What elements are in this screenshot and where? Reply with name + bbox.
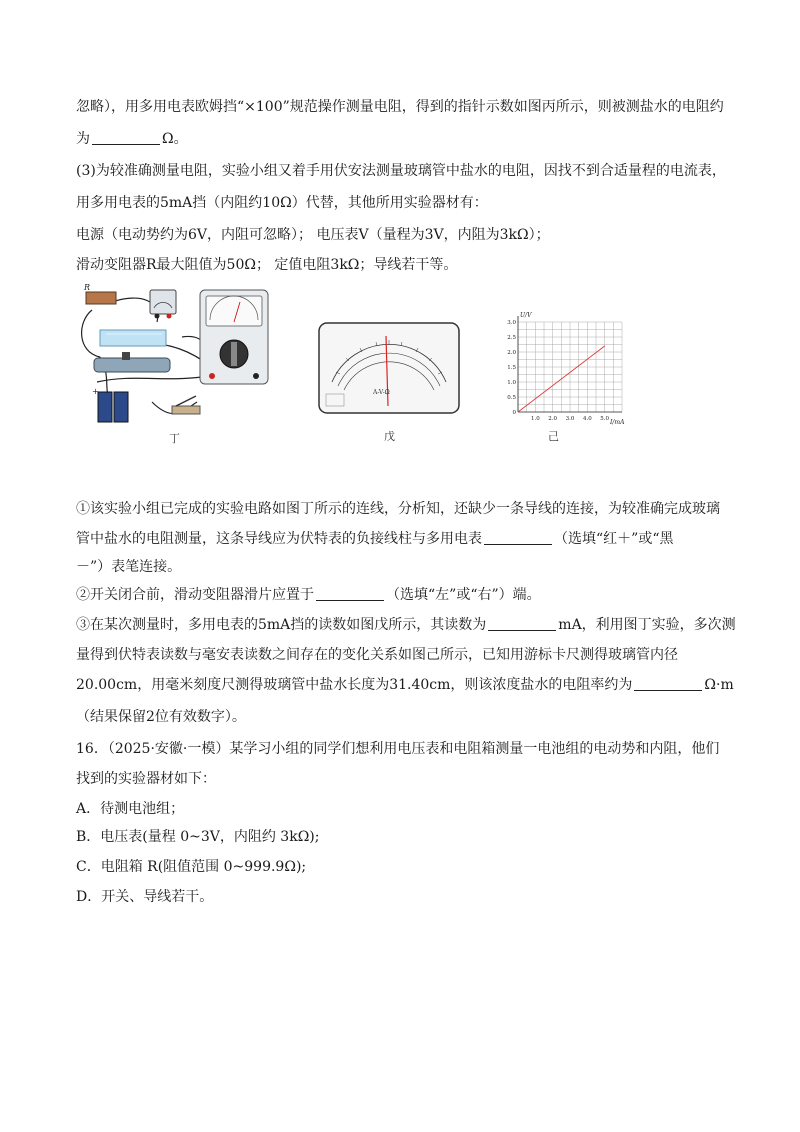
answer-blank-resistance[interactable] (92, 130, 160, 145)
text-line-2-a: 为 (76, 131, 90, 147)
caption-wu: 戊 (384, 430, 395, 443)
text-line-8-b: （选填“红＋”或“黑 (554, 531, 674, 547)
text-line-3: (3)为较准确测量电阻，实验小组又着手用伏安法测量玻璃管中盐水的电阻，因找不到合适量程的电流表， (76, 163, 726, 179)
y-tick-label: 3.0 (507, 320, 516, 326)
text-line-13-a: 20.00cm，用毫米刻度尺测得玻璃管中盐水长度为31.40cm，则该浓度盐水的电阻率约为 (76, 677, 633, 693)
answer-blank-slider[interactable] (316, 586, 384, 601)
text-line-13 (76, 674, 734, 696)
question-16-heading: 16．（2025·安徽·一模）某学习小组的同学们想利用电压表和电阻箱测量一电池组的电动势和内阻，他们 (76, 741, 720, 757)
text-line-2 (76, 128, 188, 150)
figure-ji-graph (500, 308, 630, 430)
text-line-13-b: Ω·m (704, 677, 734, 693)
text-line-11 (76, 614, 736, 636)
option-a: A．待测电池组； (76, 801, 185, 817)
text-line-16: 找到的实验器材如下： (76, 771, 216, 787)
text-line-4: 用多用电表的5mA挡（内阻约10Ω）代替，其他所用实验器材有： (76, 195, 488, 211)
answer-blank-resistivity[interactable] (634, 676, 702, 691)
answer-blank-reading[interactable] (488, 616, 556, 631)
y-tick-label: 0 (512, 410, 516, 416)
text-line-2-b: Ω。 (162, 131, 188, 147)
chart-grid (518, 322, 622, 412)
meter-scale-text: A-V-Ω (373, 389, 390, 396)
text-line-14: （结果保留2位有效数字）。 (76, 709, 246, 725)
x-axis-label: I/mA (610, 419, 625, 426)
text-line-8-a: 管中盐水的电阻测量，这条导线应为伏特表的负接线柱与多用电表 (76, 531, 482, 547)
text-line-8 (76, 528, 673, 550)
caption-ding: 丁 (169, 432, 180, 445)
y-tick-label: 1.0 (507, 380, 516, 386)
x-tick-label: 1.0 (530, 416, 540, 422)
text-line-7: ①该实验小组已完成的实验电路如图丁所示的连线，分析知，还缺少一条导线的连接，为较准确完成玻璃 (76, 501, 720, 517)
text-line-10-a: ②开关闭合前，滑动变阻器滑片应置于 (76, 587, 314, 603)
svg-text:+: + (92, 387, 99, 396)
y-tick-label: 2.0 (507, 350, 516, 356)
text-line-10-b: （选填“左”或“右”）端。 (386, 587, 541, 603)
x-tick-label: 5.0 (600, 416, 610, 422)
caption-ji: 己 (548, 430, 559, 443)
y-tick-label: 0.5 (507, 395, 516, 401)
text-line-11-a: ③在某次测量时，多用电表的5mA挡的读数如图戊所示，其读数为 (76, 617, 487, 633)
x-tick-label: 2.0 (548, 416, 558, 422)
y-tick-label: 1.5 (507, 365, 516, 371)
text-line-11-b: mA，利用图丁实验，多次测 (558, 617, 736, 633)
y-tick-label: 2.5 (507, 335, 516, 341)
answer-blank-terminal[interactable] (484, 530, 552, 545)
option-b: B．电压表(量程 0~3V，内阻约 3kΩ); (76, 829, 320, 845)
figure-wu-meter (318, 322, 460, 414)
rheostat-label: R (84, 283, 91, 292)
x-tick-label: 3.0 (565, 416, 575, 422)
option-d: D．开关、导线若干。 (76, 889, 214, 905)
y-axis-label: U/V (520, 312, 532, 319)
text-line-9: －”）表笔连接。 (76, 559, 182, 575)
text-line-10 (76, 584, 541, 606)
option-c: C．电阻箱 R(阻值范围 0~999.9Ω); (76, 859, 307, 875)
text-line-6: 滑动变阻器R最大阻值为50Ω； 定值电阻3kΩ；导线若干等。 (76, 257, 458, 273)
text-line-12: 量得到伏特表读数与毫安表读数之间存在的变化关系如图己所示，已知用游标卡尺测得玻璃管内径 (76, 647, 678, 663)
x-tick-label: 4.0 (582, 416, 592, 422)
text-line-1: 忽略），用多用电表欧姆挡“×100”规范操作测量电阻，得到的指针示数如图丙所示，则被测盐水的电阻约 (76, 99, 724, 115)
text-line-5: 电源（电动势约为6V，内阻可忽略）； 电压表V（量程为3V，内阻为3kΩ）； (76, 227, 550, 243)
figure-ding-circuit (72, 282, 277, 442)
